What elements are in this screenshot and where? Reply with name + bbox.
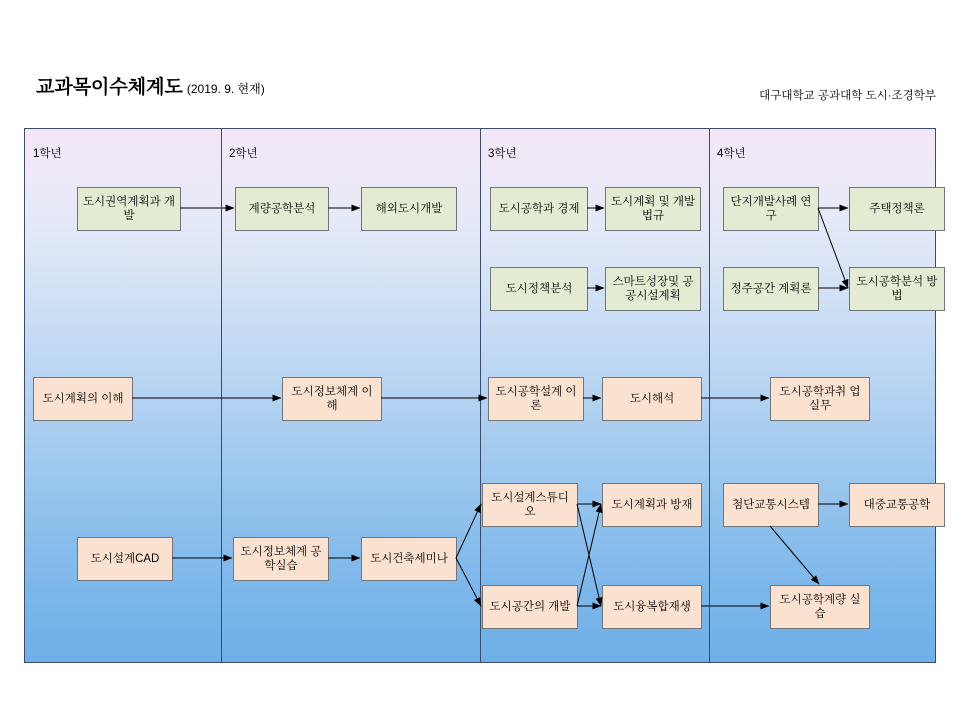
column-divider-2 <box>480 129 481 662</box>
course-node-label: 도시공간의 개발 <box>489 600 571 613</box>
course-node-label: 도시계획과 방재 <box>611 498 693 511</box>
course-node[interactable] <box>490 267 588 311</box>
year-label-2: 2학년 <box>229 148 258 160</box>
course-node[interactable] <box>770 585 870 629</box>
course-node-label: 도시공학과 경제 <box>498 202 580 215</box>
course-node[interactable] <box>605 267 701 311</box>
page-title-text: 교과목이수체계도 <box>36 77 183 98</box>
course-node-label: 도시설계CAD <box>90 552 160 565</box>
course-node-label: 도시정보체계 공학실습 <box>240 545 322 572</box>
curriculum-board <box>24 128 936 663</box>
course-node-label: 도시설계스튜디오 <box>491 491 569 518</box>
course-node-label: 도시공학계량 실습 <box>779 593 861 620</box>
course-node-label: 해외도시개발 <box>375 202 443 215</box>
course-node[interactable] <box>770 377 870 421</box>
course-node-label: 첨단교통시스템 <box>732 498 810 511</box>
department-label: 대구대학교 공과대학 도시·조경학부 <box>759 90 936 102</box>
course-node-label: 도시정보체계 이해 <box>291 385 373 412</box>
course-node[interactable] <box>602 585 702 629</box>
course-node[interactable] <box>605 187 701 231</box>
course-node[interactable] <box>482 585 578 629</box>
column-divider-3 <box>709 129 710 662</box>
course-node-label: 도시공학분석 방법 <box>856 275 938 302</box>
course-node-label: 도시공학과취 업실무 <box>779 385 861 412</box>
course-node[interactable] <box>602 377 702 421</box>
year-label-1: 1학년 <box>33 148 62 160</box>
course-node-label: 도시건축세미나 <box>370 552 448 565</box>
course-node[interactable] <box>490 187 588 231</box>
course-node[interactable] <box>723 483 819 527</box>
course-node[interactable] <box>282 377 382 421</box>
course-node[interactable] <box>482 483 578 527</box>
course-node[interactable] <box>723 267 819 311</box>
course-node[interactable] <box>849 267 945 311</box>
course-node[interactable] <box>602 483 702 527</box>
course-node[interactable] <box>361 537 457 581</box>
course-node[interactable] <box>233 537 329 581</box>
year-label-3: 3학년 <box>488 148 517 160</box>
course-node[interactable] <box>77 537 173 581</box>
course-node-label: 단지개발사례 연구 <box>730 195 812 222</box>
course-node-label: 스마트성장및 공공시설계획 <box>612 275 694 302</box>
course-node-label: 도시계획 및 개발법규 <box>610 195 696 222</box>
course-node[interactable] <box>849 483 945 527</box>
page-title <box>36 72 265 99</box>
course-node[interactable] <box>361 187 457 231</box>
course-node-label: 도시정책분석 <box>505 282 573 295</box>
course-node[interactable] <box>488 377 584 421</box>
page-subtitle: (2019. 9. 현재) <box>186 82 265 96</box>
course-node-label: 정주공간 계획론 <box>730 282 812 295</box>
course-node-label: 도시계획의 이해 <box>42 392 124 405</box>
column-divider-1 <box>221 129 222 662</box>
course-node-label: 주택정책론 <box>869 202 925 215</box>
course-node[interactable] <box>723 187 819 231</box>
course-node-label: 도시권역계획과 개발 <box>82 195 176 222</box>
course-node-label: 도시해석 <box>629 392 675 405</box>
course-node-label: 도시융복합재생 <box>613 600 691 613</box>
course-node[interactable] <box>33 377 133 421</box>
course-node[interactable] <box>77 187 181 231</box>
year-label-4: 4학년 <box>717 148 746 160</box>
course-node-label: 도시공학설계 이론 <box>495 385 577 412</box>
course-node[interactable] <box>849 187 945 231</box>
course-node-label: 계량공학분석 <box>248 202 316 215</box>
course-node[interactable] <box>235 187 329 231</box>
course-node-label: 대중교통공학 <box>863 498 931 511</box>
